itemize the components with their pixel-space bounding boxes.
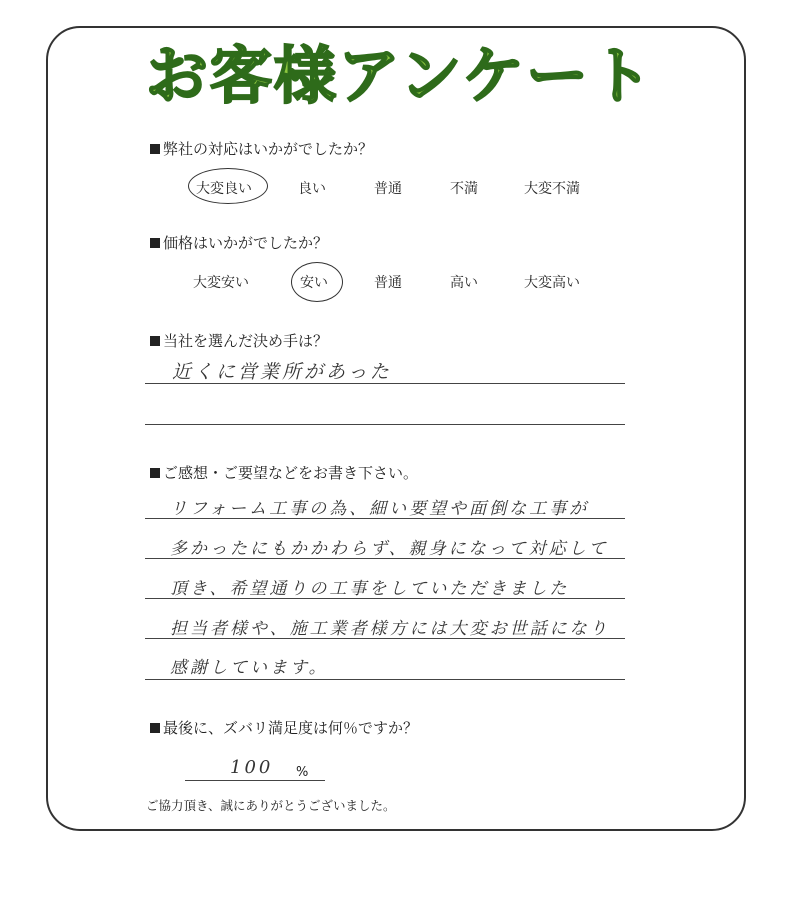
handwritten-answer: リフォーム工事の為、細い要望や面倒な工事が	[170, 499, 590, 519]
q2-option-4[interactable]: 高い	[450, 275, 478, 291]
q1-option-1[interactable]: 大変良い	[196, 181, 252, 197]
question-1-label: 弊社の対応はいかがでしたか？	[163, 140, 374, 158]
answer-line	[145, 383, 625, 384]
question-3	[150, 330, 328, 351]
handwritten-answer: 感謝しています。	[170, 658, 329, 678]
question-5	[150, 717, 418, 738]
bullet-square-icon	[150, 336, 160, 346]
handwritten-answer: 頂き、希望通りの工事をしていただきました	[170, 579, 570, 599]
q2-option-2[interactable]: 安い	[300, 275, 328, 291]
q1-option-2[interactable]: 良い	[298, 181, 326, 197]
handwritten-answer: 担当者様や、施工業者様方には大変お世話になり	[170, 619, 610, 639]
question-2	[150, 232, 328, 253]
answer-line	[145, 424, 625, 425]
handwritten-answer: 多かったにもかかわらず、親身になって対応して	[170, 539, 609, 559]
answer-line	[145, 518, 625, 519]
q1-option-5[interactable]: 大変不満	[524, 181, 580, 197]
question-1	[150, 138, 373, 159]
q2-option-1[interactable]: 大変安い	[193, 275, 249, 291]
question-4	[150, 462, 418, 483]
answer-line	[185, 780, 325, 781]
bullet-square-icon	[150, 238, 160, 248]
q2-option-3[interactable]: 普通	[374, 275, 402, 291]
footer-thanks: ご協力頂き、誠にありがとうございました。	[146, 798, 396, 813]
q2-option-5[interactable]: 大変高い	[524, 275, 580, 291]
answer-line	[145, 598, 625, 599]
bullet-square-icon	[150, 144, 160, 154]
handwritten-answer: 近くに営業所があった	[172, 361, 392, 383]
answer-line	[145, 558, 625, 559]
page-title: お客様アンケート	[145, 39, 655, 112]
percent-unit: %	[296, 765, 309, 780]
q1-option-4[interactable]: 不満	[450, 181, 478, 197]
bullet-square-icon	[150, 468, 160, 478]
answer-line	[145, 638, 625, 639]
question-2-label: 価格はいかがでしたか？	[163, 234, 329, 252]
bullet-square-icon	[150, 723, 160, 733]
satisfaction-value: 100	[230, 757, 274, 778]
answer-line	[145, 679, 625, 680]
question-5-label: 最後に、ズバリ満足度は何％ですか？	[163, 719, 419, 737]
question-3-label: 当社を選んだ決め手は？	[163, 332, 329, 350]
question-4-label: ご感想・ご要望などをお書き下さい。	[163, 464, 419, 482]
q1-option-3[interactable]: 普通	[374, 181, 402, 197]
